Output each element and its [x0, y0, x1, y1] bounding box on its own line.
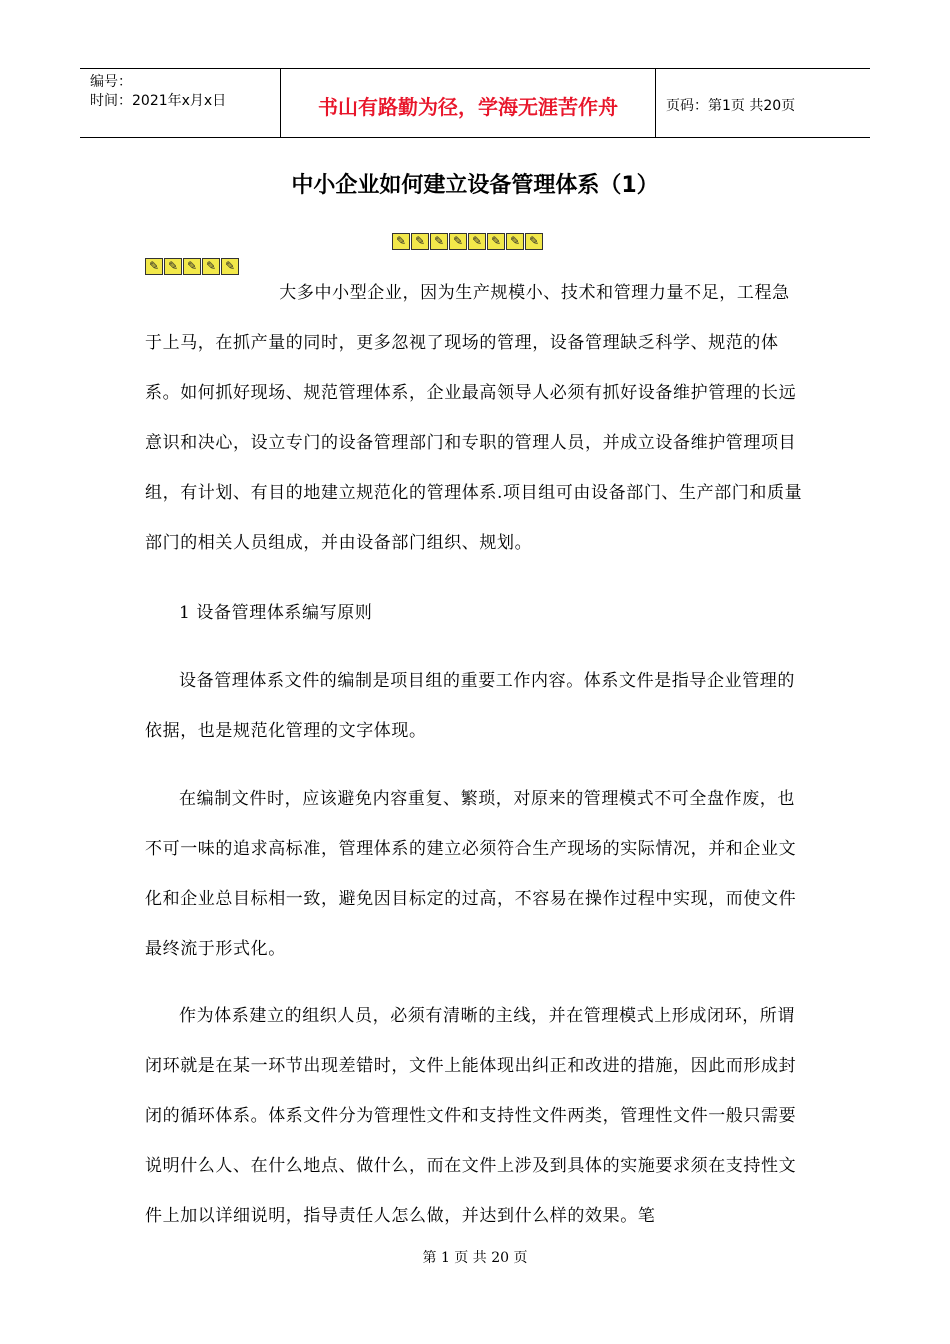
image-icon: ✎ — [411, 233, 429, 250]
header-motto: 书山有路勤为径，学海无涯苦作舟 — [280, 69, 656, 137]
image-icon: ✎ — [449, 233, 467, 250]
page-footer: 第 1 页 共 20 页 — [422, 1250, 528, 1266]
paragraph: 大多中小型企业，因为生产规模小、技术和管理力量不足，工程急于上马，在抓产量的同时，更多忽视了现场的管理，设备管理缺乏科学、规范的体系。如何抓好现场、规范管理体系，企业最高领导人必须有抓好设备维护管理的长远意识和决心，设立专门的设备管理部门和专职的管理人员，并成立设备维护管理项目组，有计划、有目的地建立规范化的管理体系.项目组可由设备部门、生产部门和质量部门的相关人员组成，并由设备部门组织、规划。 — [145, 283, 803, 553]
image-placeholder-row-1 — [392, 233, 544, 250]
image-icon: ✎ — [506, 233, 524, 250]
image-icon: ✎ — [468, 233, 486, 250]
date-label: 时间：2021年x月x日 — [90, 93, 227, 109]
image-icon: ✎ — [430, 233, 448, 250]
image-icon: ✎ — [183, 258, 201, 275]
header-page-info: 页码：第1页 共20页 — [666, 98, 796, 114]
paragraph: 在编制文件时，应该避免内容重复、繁琐，对原来的管理模式不可全盘作废，也不可一味的追求高标准，管理体系的建立必须符合生产现场的实际情况，并和企业文化和企业总目标相一致，避免因目标定的过高，不容易在操作过程中实现，而使文件最终流于形式化。 — [145, 789, 797, 959]
image-icon: ✎ — [221, 258, 239, 275]
number-label: 编号： — [90, 74, 132, 90]
image-icon: ✎ — [487, 233, 505, 250]
image-icon: ✎ — [525, 233, 543, 250]
header-meta — [80, 69, 280, 137]
image-icon: ✎ — [145, 258, 163, 275]
image-icon: ✎ — [164, 258, 182, 275]
paragraph: 作为体系建立的组织人员，必须有清晰的主线，并在管理模式上形成闭环，所谓闭环就是在某一环节出现差错时，文件上能体现出纠正和改进的措施，因此而形成封闭的循环体系。体系文件分为管理性文件和支持性文件两类，管理性文件一般只需要说明什么人、在什么地点、做什么，而在文件上涉及到具体的实施要求须在支持性文件上加以详细说明，指导责任人怎么做，并达到什么样的效果。笔 — [145, 1006, 797, 1226]
page-header — [80, 68, 870, 138]
image-icon: ✎ — [392, 233, 410, 250]
document-title: 中小企业如何建立设备管理体系（1） — [291, 173, 659, 198]
paragraph: 设备管理体系文件的编制是项目组的重要工作内容。体系文件是指导企业管理的依据，也是规范化管理的文字体现。 — [145, 671, 795, 741]
image-icon: ✎ — [202, 258, 220, 275]
section-heading: 1 设备管理体系编写原则 — [179, 603, 373, 623]
